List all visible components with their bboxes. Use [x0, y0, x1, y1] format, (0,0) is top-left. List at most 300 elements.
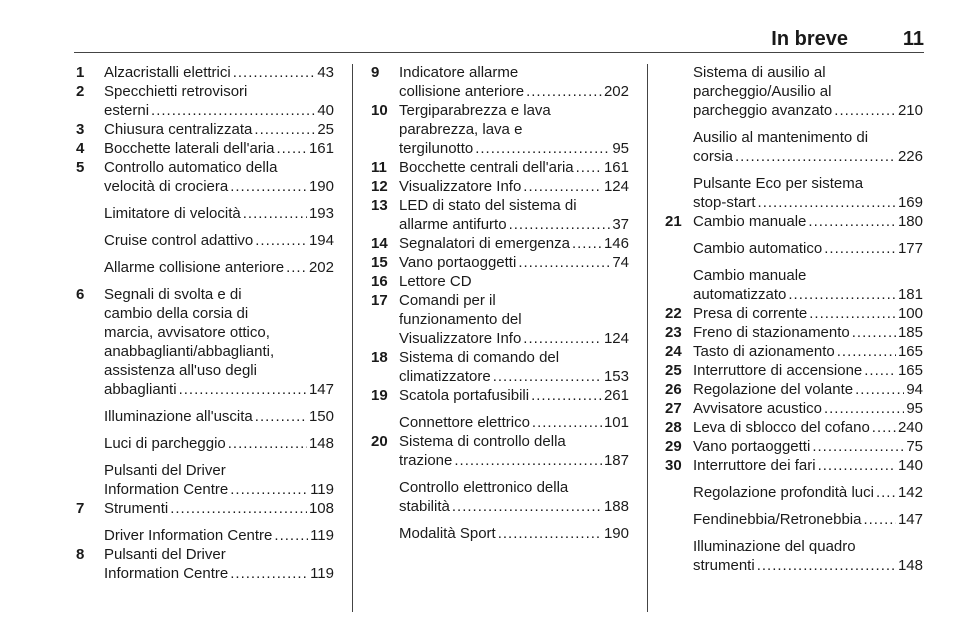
- index-entry[interactable]: [665, 212, 923, 231]
- entry-leader-line: [693, 212, 923, 231]
- entry-page-link[interactable]: 181: [897, 286, 923, 303]
- dot-leader: [151, 101, 315, 120]
- entry-number: 22: [665, 305, 682, 322]
- entry-text-line: parcheggio/Ausilio al: [693, 83, 832, 100]
- entry-text-line: Regolazione profondità luci: [693, 484, 874, 501]
- entry-spacer: [665, 231, 923, 239]
- entry-page-link[interactable]: 193: [308, 205, 334, 222]
- entry-number: 17: [371, 292, 388, 309]
- dot-leader: [824, 399, 904, 418]
- dot-leader: [230, 480, 308, 499]
- entry-page-link[interactable]: 180: [897, 213, 923, 230]
- entry-text-line: Fendinebbia/Retronebbia: [693, 511, 862, 528]
- entry-number: 12: [371, 178, 388, 195]
- entry-text-line: corsia: [693, 148, 734, 165]
- dot-leader: [808, 212, 896, 231]
- entry-spacer: [665, 529, 923, 537]
- entry-page-link[interactable]: 161: [308, 140, 334, 157]
- entry-text-line: Chiusura centralizzata: [104, 121, 253, 138]
- entry-number: 27: [665, 400, 682, 417]
- entry-page-link[interactable]: 165: [897, 362, 923, 379]
- entry-page-link[interactable]: 119: [310, 481, 334, 498]
- entry-page-link[interactable]: 75: [906, 438, 923, 455]
- dot-leader: [834, 101, 896, 120]
- entry-leader-line: [693, 556, 923, 575]
- entry-text-line: Cruise control adattivo: [104, 232, 254, 249]
- entry-leader-line: [399, 451, 629, 470]
- index-entry[interactable]: [371, 478, 629, 516]
- entry-text-line: Limitatore di velocità: [104, 205, 241, 222]
- index-entry[interactable]: [665, 128, 923, 166]
- index-entry[interactable]: [76, 204, 334, 223]
- entry-page-link[interactable]: 74: [612, 254, 629, 271]
- entry-text-line: Luci di parcheggio: [104, 435, 226, 452]
- entry-page-link[interactable]: 40: [317, 102, 334, 119]
- entry-leader-line: [693, 380, 923, 399]
- dot-leader: [493, 367, 602, 386]
- entry-leader-line: [693, 193, 923, 212]
- entry-leader-line: [399, 82, 629, 101]
- entry-spacer: [76, 426, 334, 434]
- entry-page-link[interactable]: 165: [897, 343, 923, 360]
- entry-number: 6: [76, 286, 85, 303]
- index-entry[interactable]: [371, 196, 629, 234]
- entry-spacer: [76, 518, 334, 526]
- entry-text-line: Segnali di svolta e di: [104, 286, 242, 303]
- entry-page-link[interactable]: 108: [308, 500, 334, 517]
- index-entry[interactable]: [76, 63, 334, 82]
- dot-leader: [475, 139, 610, 158]
- entry-text-line: Vano portaoggetti: [399, 254, 517, 271]
- dot-leader: [233, 63, 316, 82]
- entry-page-link[interactable]: 124: [603, 178, 629, 195]
- index-entry[interactable]: [665, 266, 923, 304]
- entry-leader-line: [693, 418, 923, 437]
- entry-text-line: Allarme collisione anteriore: [104, 259, 285, 276]
- entry-text-line: Specchietti retrovisori: [104, 83, 248, 100]
- entry-text-line: Information Centre: [104, 481, 229, 498]
- entry-leader-line: [693, 510, 923, 529]
- index-entry[interactable]: [665, 239, 923, 258]
- entry-page-link[interactable]: 210: [897, 102, 923, 119]
- dot-leader: [876, 483, 896, 502]
- header-divider: [74, 52, 924, 53]
- entry-number: 19: [371, 387, 388, 404]
- entry-leader-line: [399, 497, 629, 516]
- index-entry[interactable]: [76, 139, 334, 158]
- index-entry[interactable]: [665, 323, 923, 342]
- dot-leader: [576, 158, 602, 177]
- entry-leader-line: [104, 231, 334, 250]
- entry-number: 4: [76, 140, 85, 157]
- entry-page-link[interactable]: 95: [906, 400, 923, 417]
- index-entry[interactable]: [76, 82, 334, 120]
- entry-number: 25: [665, 362, 682, 379]
- index-entry[interactable]: [665, 380, 923, 399]
- entry-text-line: Pulsante Eco per sistema: [693, 175, 864, 192]
- entry-leader-line: [104, 120, 334, 139]
- entry-number: 2: [76, 83, 85, 100]
- entry-page-link[interactable]: 94: [906, 381, 923, 398]
- dot-leader: [228, 434, 307, 453]
- entry-spacer: [371, 516, 629, 524]
- index-entry[interactable]: [371, 234, 629, 253]
- entry-text-line: Comandi per il: [399, 292, 496, 309]
- entry-text-line: Alzacristalli elettrici: [104, 64, 231, 81]
- index-entry[interactable]: [665, 418, 923, 437]
- entry-text-line: Illuminazione all'uscita: [104, 408, 253, 425]
- dot-leader: [872, 418, 896, 437]
- dot-leader: [254, 120, 315, 139]
- entry-page-link[interactable]: 95: [612, 140, 629, 157]
- entry-leader-line: [104, 434, 334, 453]
- entry-text-line: Presa di corrente: [693, 305, 808, 322]
- entry-text-line: Cambio manuale: [693, 267, 807, 284]
- dot-leader: [498, 524, 602, 543]
- entry-text-line: Sistema di controllo della: [399, 433, 566, 450]
- index-entry[interactable]: [76, 285, 334, 399]
- dot-leader: [863, 510, 896, 529]
- entry-page-link[interactable]: 261: [603, 387, 629, 404]
- entry-leader-line: [104, 564, 334, 583]
- index-entry[interactable]: [371, 101, 629, 158]
- entry-leader-line: [399, 158, 629, 177]
- index-entry[interactable]: [665, 174, 923, 212]
- entry-number: 16: [371, 273, 388, 290]
- column-divider: [647, 64, 648, 612]
- entry-page-link[interactable]: 43: [317, 64, 334, 81]
- index-entry[interactable]: [371, 348, 629, 386]
- entry-leader-line: [693, 101, 923, 120]
- dot-leader: [864, 361, 896, 380]
- dot-leader: [523, 329, 602, 348]
- entry-text-line: Tasto di azionamento: [693, 343, 835, 360]
- entry-number: 14: [371, 235, 388, 252]
- entry-text-line: Ausilio al mantenimento di: [693, 129, 869, 146]
- entry-spacer: [665, 166, 923, 174]
- entry-text-line: assistenza all'uso degli: [104, 362, 257, 379]
- index-entry[interactable]: [76, 258, 334, 277]
- entry-text-line: Pulsanti del Driver: [104, 462, 226, 479]
- entry-text-line: collisione anteriore: [399, 83, 525, 100]
- entry-number: 23: [665, 324, 682, 341]
- entry-page-link[interactable]: 101: [603, 414, 629, 431]
- index-entry[interactable]: [371, 432, 629, 470]
- entry-number: 3: [76, 121, 85, 138]
- entry-leader-line: [693, 399, 923, 418]
- dot-leader: [855, 380, 904, 399]
- dot-leader: [230, 177, 307, 196]
- entry-text-line: Modalità Sport: [399, 525, 496, 542]
- entry-text-line: tergilunotto: [399, 140, 474, 157]
- dot-leader: [818, 456, 896, 475]
- index-entry[interactable]: [76, 499, 334, 518]
- entry-number: 24: [665, 343, 682, 360]
- dot-leader: [243, 204, 307, 223]
- entry-leader-line: [693, 483, 923, 502]
- entry-text-line: Controllo automatico della: [104, 159, 278, 176]
- index-entry[interactable]: [371, 63, 629, 101]
- entry-page-link[interactable]: 169: [897, 194, 923, 211]
- index-entry[interactable]: [371, 413, 629, 432]
- entry-leader-line: [399, 139, 629, 158]
- index-entry[interactable]: [76, 231, 334, 250]
- index-entry[interactable]: [371, 291, 629, 348]
- dot-leader: [572, 234, 602, 253]
- entry-spacer: [371, 405, 629, 413]
- entry-page-link[interactable]: 202: [308, 259, 334, 276]
- entry-text-line: velocità di crociera: [104, 178, 229, 195]
- entry-leader-line: [399, 272, 629, 291]
- entry-leader-line: [399, 524, 629, 543]
- entry-text-line: Controllo elettronico della: [399, 479, 569, 496]
- page-number: 11: [902, 28, 924, 50]
- index-entry[interactable]: [665, 63, 923, 120]
- entry-text-line: Indicatore allarme: [399, 64, 519, 81]
- entry-leader-line: [104, 480, 334, 499]
- index-column-2: [371, 63, 629, 543]
- dot-leader: [531, 386, 602, 405]
- entry-page-link[interactable]: 100: [897, 305, 923, 322]
- entry-page-link[interactable]: 190: [603, 525, 629, 542]
- entry-leader-line: [693, 304, 923, 323]
- entry-text-line: Bocchette laterali dell'aria: [104, 140, 275, 157]
- entry-leader-line: [104, 526, 334, 545]
- entry-page-link[interactable]: 187: [603, 452, 629, 469]
- entry-spacer: [76, 196, 334, 204]
- entry-leader-line: [104, 258, 334, 277]
- index-entry[interactable]: [371, 272, 629, 291]
- dot-leader: [735, 147, 896, 166]
- entry-text-line: anabbaglianti/abbaglianti,: [104, 343, 275, 360]
- index-column-3: [665, 63, 923, 575]
- index-entry[interactable]: [76, 434, 334, 453]
- entry-spacer: [76, 453, 334, 461]
- entry-leader-line: [104, 499, 334, 518]
- entry-text-line: Strumenti: [104, 500, 169, 517]
- entry-leader-line: [693, 285, 923, 304]
- entry-text-line: Cambio manuale: [693, 213, 807, 230]
- entry-text-line: allarme antifurto: [399, 216, 507, 233]
- index-entry[interactable]: [371, 386, 629, 405]
- entry-leader-line: [693, 147, 923, 166]
- entry-leader-line: [399, 253, 629, 272]
- entry-page-link[interactable]: 147: [308, 381, 334, 398]
- entry-page-link[interactable]: 124: [603, 330, 629, 347]
- entry-leader-line: [693, 437, 923, 456]
- dot-leader: [276, 139, 307, 158]
- entry-number: 15: [371, 254, 388, 271]
- dot-leader: [286, 258, 307, 277]
- entry-text-line: Avvisatore acustico: [693, 400, 822, 417]
- entry-leader-line: [693, 239, 923, 258]
- dot-leader: [852, 323, 896, 342]
- dot-leader: [170, 499, 307, 518]
- entry-leader-line: [399, 177, 629, 196]
- entry-number: 26: [665, 381, 682, 398]
- entry-number: 8: [76, 546, 85, 563]
- entry-leader-line: [104, 101, 334, 120]
- entry-text-line: Lettore CD: [399, 273, 472, 290]
- index-entry[interactable]: [665, 304, 923, 323]
- entry-page-link[interactable]: 25: [317, 121, 334, 138]
- entry-number: 11: [371, 159, 387, 176]
- entry-page-link[interactable]: 119: [310, 565, 334, 582]
- entry-text-line: Leva di sblocco del cofano: [693, 419, 870, 436]
- entry-page-link[interactable]: 202: [603, 83, 629, 100]
- column-divider: [352, 64, 353, 612]
- entry-page-link[interactable]: 142: [897, 484, 923, 501]
- entry-text-line: abbaglianti: [104, 381, 177, 398]
- entry-spacer: [665, 258, 923, 266]
- entry-number: 1: [76, 64, 85, 81]
- entry-page-link[interactable]: 37: [612, 216, 629, 233]
- index-entry[interactable]: [665, 510, 923, 529]
- index-entry[interactable]: [76, 526, 334, 545]
- entry-text-line: Sistema di ausilio al: [693, 64, 826, 81]
- entry-text-line: esterni: [104, 102, 150, 119]
- entry-text-line: Illuminazione del quadro: [693, 538, 856, 555]
- dot-leader: [523, 177, 602, 196]
- dot-leader: [809, 304, 896, 323]
- entry-text-line: Information Centre: [104, 565, 229, 582]
- entry-leader-line: [104, 407, 334, 426]
- entry-page-link[interactable]: 150: [308, 408, 334, 425]
- entry-text-line: Scatola portafusibili: [399, 387, 530, 404]
- entry-page-link[interactable]: 153: [603, 368, 629, 385]
- entry-number: 10: [371, 102, 388, 119]
- index-column-1: [76, 63, 334, 583]
- entry-page-link[interactable]: 146: [603, 235, 629, 252]
- entry-text-line: Freno di stazionamento: [693, 324, 850, 341]
- index-entry[interactable]: [371, 177, 629, 196]
- entry-leader-line: [693, 342, 923, 361]
- index-entry[interactable]: [665, 361, 923, 380]
- entry-number: 18: [371, 349, 388, 366]
- index-entry[interactable]: [665, 483, 923, 502]
- entry-text-line: Vano portaoggetti: [693, 438, 811, 455]
- entry-text-line: marcia, avvisatore ottico,: [104, 324, 270, 341]
- entry-leader-line: [104, 139, 334, 158]
- section-title: In breve: [771, 28, 848, 50]
- entry-page-link[interactable]: 188: [603, 498, 629, 515]
- entry-spacer: [371, 470, 629, 478]
- entry-page-link[interactable]: 177: [897, 240, 923, 257]
- entry-number: 21: [665, 213, 682, 230]
- entry-leader-line: [399, 234, 629, 253]
- entry-page-link[interactable]: 226: [897, 148, 923, 165]
- entry-leader-line: [693, 323, 923, 342]
- entry-number: 5: [76, 159, 85, 176]
- index-entry[interactable]: [665, 342, 923, 361]
- dot-leader: [230, 564, 308, 583]
- entry-text-line: Visualizzatore Info: [399, 178, 522, 195]
- dot-leader: [452, 497, 602, 516]
- index-entry[interactable]: [76, 461, 334, 499]
- index-entry[interactable]: [371, 524, 629, 543]
- index-entry[interactable]: [665, 399, 923, 418]
- dot-leader: [788, 285, 896, 304]
- entry-page-link[interactable]: 140: [897, 457, 923, 474]
- entry-spacer: [665, 502, 923, 510]
- entry-page-link[interactable]: 185: [897, 324, 923, 341]
- entry-text-line: Interruttore di accensione: [693, 362, 863, 379]
- entry-leader-line: [399, 329, 629, 348]
- entry-text-line: Cambio automatico: [693, 240, 823, 257]
- entry-leader-line: [399, 413, 629, 432]
- entry-page-link[interactable]: 147: [897, 511, 923, 528]
- entry-leader-line: [104, 204, 334, 223]
- entry-leader-line: [104, 63, 334, 82]
- dot-leader: [758, 193, 896, 212]
- entry-page-link[interactable]: 148: [897, 557, 923, 574]
- entry-spacer: [76, 250, 334, 258]
- entry-text-line: climatizzatore: [399, 368, 491, 385]
- entry-number: 9: [371, 64, 380, 81]
- entry-text-line: automatizzato: [693, 286, 787, 303]
- entry-page-link[interactable]: 119: [310, 527, 334, 544]
- dot-leader: [454, 451, 602, 470]
- entry-leader-line: [399, 215, 629, 234]
- index-entry[interactable]: [76, 407, 334, 426]
- index-entry[interactable]: [665, 537, 923, 575]
- entry-page-link[interactable]: 190: [308, 178, 334, 195]
- entry-spacer: [665, 120, 923, 128]
- entry-leader-line: [399, 367, 629, 386]
- dot-leader: [532, 413, 602, 432]
- entry-page-link[interactable]: 240: [897, 419, 923, 436]
- entry-text-line: strumenti: [693, 557, 755, 574]
- index-entry[interactable]: [371, 158, 629, 177]
- entry-text-line: Segnalatori di emergenza: [399, 235, 570, 252]
- entry-text-line: Sistema di comando del: [399, 349, 560, 366]
- entry-text-line: stabilità: [399, 498, 450, 515]
- entry-text-line: Driver Information Centre: [104, 527, 273, 544]
- entry-text-line: Interruttore dei fari: [693, 457, 816, 474]
- index-entry[interactable]: [665, 456, 923, 475]
- entry-number: 13: [371, 197, 388, 214]
- entry-spacer: [665, 475, 923, 483]
- entry-number: 7: [76, 500, 85, 517]
- entry-text-line: Connettore elettrico: [399, 414, 530, 431]
- index-entry[interactable]: [665, 437, 923, 456]
- index-entry[interactable]: [76, 120, 334, 139]
- entry-number: 20: [371, 433, 388, 450]
- dot-leader: [837, 342, 896, 361]
- entry-number: 29: [665, 438, 682, 455]
- entry-text-line: funzionamento del: [399, 311, 522, 328]
- entry-text-line: Tergiparabrezza e lava: [399, 102, 551, 119]
- entry-page-link[interactable]: 148: [308, 435, 334, 452]
- index-entry[interactable]: [371, 253, 629, 272]
- entry-spacer: [76, 223, 334, 231]
- entry-page-link[interactable]: 194: [308, 232, 334, 249]
- index-entry[interactable]: [76, 545, 334, 583]
- dot-leader: [179, 380, 307, 399]
- dot-leader: [824, 239, 896, 258]
- entry-number: 30: [665, 457, 682, 474]
- entry-text-line: Visualizzatore Info: [399, 330, 522, 347]
- entry-text-line: Regolazione del volante: [693, 381, 854, 398]
- dot-leader: [509, 215, 611, 234]
- entry-leader-line: [104, 177, 334, 196]
- index-entry[interactable]: [76, 158, 334, 196]
- entry-leader-line: [104, 380, 334, 399]
- entry-text-line: parcheggio avanzato: [693, 102, 833, 119]
- entry-page-link[interactable]: 161: [603, 159, 629, 176]
- entry-spacer: [76, 277, 334, 285]
- entry-number: 28: [665, 419, 682, 436]
